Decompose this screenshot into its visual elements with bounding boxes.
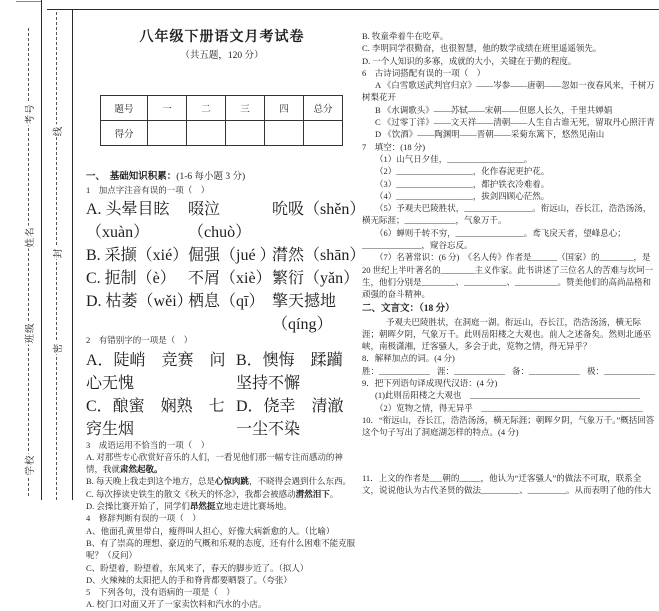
score-empty-cell xyxy=(148,121,187,146)
q2-cell: C．酿蜜 娴熟 七窍生烟 xyxy=(86,397,225,438)
q1-option-row xyxy=(86,196,366,334)
q7-stem: 7 填空：(18 分) xyxy=(362,141,426,152)
q1-cell: 擎天撼地（qíng） xyxy=(272,293,337,334)
section1-title: 基础知识积累： xyxy=(109,172,177,182)
q1-stem: 1 加点字注音有误的一项（ ） xyxy=(86,185,210,195)
q3-c-idiom: 潸然泪下 xyxy=(295,488,330,499)
field-label-name: 姓名 xyxy=(19,225,39,248)
q5-option-b: B. 牧童牵着牛在吃草。 xyxy=(362,31,449,41)
q4-option-d: D、火辣辣的太阳把人的手和脊背都要晒裂了。（夸张） xyxy=(86,574,292,585)
page-subtitle: （共五题，120 分） xyxy=(180,51,264,61)
q8-blank-ji: 极：____________ xyxy=(586,365,655,376)
q7-item-7: （7）名著常识：(6 分) 《名人传》作者是______（国家）的________，是 20 世纪上半叶著名的________主义作家。此书讲述了三位名人的苦难与坎坷一生，他们分别是________、__________、__________。赞美他们的高尚品格和顽强的奋斗精神。 xyxy=(362,252,654,300)
q2-cell: D．侥幸 清澈 一尘不染 xyxy=(236,397,360,438)
field-label-class: 班级 xyxy=(19,321,39,344)
q3-option-b xyxy=(86,475,358,487)
q3-option-a xyxy=(86,451,358,476)
q9-item-2: （2）览物之情，得无异乎 ______________________________________ xyxy=(375,402,643,413)
q7-item-6: （6）蝉则千转不穷，________________。鸢飞戾天者，望峰息心；______________，窥谷忘反。 xyxy=(362,227,626,251)
q3-a-text: A. 对那些专心欣赏好音乐的人们，一看见他们那一幅专注而感动的神情，我就 xyxy=(86,451,343,475)
score-header-cell: 一 xyxy=(148,96,187,121)
q1-cell: B. 采撷（xié） xyxy=(86,247,189,265)
q1-cell: 倔强（jué ） xyxy=(188,247,276,265)
q1-cell: A. 头晕目眩（xuàn） xyxy=(86,201,170,242)
q6-option-b: B 《水调歌头》——苏轼——宋朝——但愿人长久，千里共婵娟 xyxy=(375,104,613,115)
q3-d-idiom: 昂然挺立 xyxy=(189,501,224,512)
q5-option-d: D. 一个人知识的多寡，成就的大小，关键在于勤的程度。 xyxy=(362,55,577,66)
q9-stem: 9．把下列语句译成现代汉语：(4 分) xyxy=(362,378,498,389)
q2-cell: B．懊悔 蹂躏 坚持不懈 xyxy=(236,351,359,392)
q3-option-c xyxy=(86,488,358,500)
score-header-cell: 题号 xyxy=(101,96,148,121)
score-header-cell: 总分 xyxy=(304,96,343,121)
left-column xyxy=(86,28,366,611)
q6-option-c: C 《过零丁洋》——文天祥——清朝——人生自古谁无死，留取丹心照汗青 xyxy=(375,117,655,128)
q3-c-text: C. 每次捧读史铁生的散文《秋天的怀念》，我都会被感动 xyxy=(86,488,296,499)
score-label-cell: 得分 xyxy=(101,121,148,146)
q8-blanks-row xyxy=(362,365,655,377)
q1-cell: C. 扼制（è） xyxy=(86,270,176,288)
q1-cell: 潸然（shān） xyxy=(272,247,366,265)
q1-cell: D. 枯萎（wěi） xyxy=(86,293,193,311)
score-table-score-row xyxy=(101,121,343,146)
q8-blank-bei: 备：____________ xyxy=(511,365,580,376)
q11-stem: 11．上文的作者是___朝的_____，他认为“迁客骚人”的做法不可取，联系全文，说说他认为古代圣贤的做法_________、_________。从而表明了他的伟大 xyxy=(362,472,652,495)
score-header-cell: 四 xyxy=(265,96,304,121)
q6-stem: 6 古诗词搭配有误的一项（ ） xyxy=(362,67,486,78)
q2-option-row xyxy=(86,347,358,439)
q8-blank-sheng: 胜：____________ xyxy=(362,365,431,376)
q7-item-4: （4）__________________，拔剑四顾心茫然。 xyxy=(375,190,550,201)
score-table-header-row xyxy=(101,96,343,121)
q9-item-1: (1)此则岳阳楼之大观也 ________________________________________ xyxy=(375,390,640,401)
seal-char-feng: 封 xyxy=(47,247,67,260)
score-header-cell: 三 xyxy=(226,96,265,121)
q5-stem: 5 下列各句，没有语病的一项是（ ） xyxy=(86,587,235,598)
score-table xyxy=(100,95,343,146)
q1-cell: 繁衍（yǎn） xyxy=(272,270,360,288)
q1-cell: 栖息（qī） xyxy=(188,293,265,311)
q3-option-d xyxy=(86,500,358,512)
q3-b-text: B. 每天晚上我走到这个地方，总是 xyxy=(86,476,215,487)
section1-header xyxy=(86,171,358,184)
q4-option-a: A、他面孔黄里带白，瘦得叫人担心，好像大病新愈的人。（比喻） xyxy=(86,525,335,536)
q6-option-d: D 《饮酒》——陶渊明——晋朝——采菊东篱下，悠然见南山 xyxy=(375,129,605,140)
margin-solid-line xyxy=(41,0,42,500)
student-info-dashed-line xyxy=(28,28,29,496)
q4-stem: 4 修辞判断有误的一项（ ） xyxy=(86,513,201,524)
q4-option-c: C、盼望着，盼望着，东风来了，春天的脚步近了。（拟人） xyxy=(86,562,309,573)
content-border-line xyxy=(72,9,73,500)
score-header-cell: 二 xyxy=(187,96,226,121)
q7-item-1: （1）山气日夕佳，__________________。 xyxy=(375,153,533,164)
section1-note: (1-6 每小题 3 分) xyxy=(176,172,246,182)
score-empty-cell xyxy=(265,121,304,146)
q3-d-text: D. 会操比赛开始了，同学们 xyxy=(86,501,190,512)
q5-option-a: A. 校门口对面又开了一家卖饮料和汽水的小店。 xyxy=(86,599,267,610)
seal-char-mi: 密 xyxy=(47,342,67,355)
field-label-exam-number: 考号 xyxy=(19,102,39,125)
score-empty-cell xyxy=(304,121,343,146)
section1-number: 一、 xyxy=(86,172,101,182)
q5-option-c: C. 李明同学很勤奋，也很智慧，他的数学成绩在班里遥遥领先。 xyxy=(362,43,602,54)
q3-stem: 3 成语运用不恰当的一项（ ） xyxy=(86,439,210,450)
q3-d-tail: 地走进比赛场地。 xyxy=(223,501,292,512)
q1-cell: 吮吸（shěn） xyxy=(272,201,366,219)
q2-cell: A．陡峭 竞赛 问心无愧 xyxy=(86,351,226,392)
q3-a-idiom: 肃然起敬。 xyxy=(120,464,163,475)
q6-option-a: A 《白雪歌送武判官归京》——岑参——唐朝——忽如一夜春风来，千树万树梨花开 xyxy=(362,80,655,103)
scan-edge-mark xyxy=(16,1,42,2)
q3-c-tail: 。 xyxy=(329,488,339,499)
q2-stem: 2 有错别字的一项是（ ） xyxy=(86,335,193,346)
q4-option-b: B、有了崇高的理想、豪迈的气概和乐观的态度，还有什么困难不能克服呢？（反问） xyxy=(86,537,356,561)
classical-passage: 予观夫巴陵胜状，在洞庭一湖。衔远山，吞长江，浩浩汤汤，横无际涯；朝晖夕阴，气象万千。此则岳阳楼之大观也。前人之述备矣。然则北通巫峡，南极潇湘，迁客骚人，多会于此，览物之情，得无异乎？ xyxy=(362,316,652,352)
score-empty-cell xyxy=(226,121,265,146)
page-title: 八年级下册语文月考试卷 xyxy=(139,30,305,45)
q7-item-3: （3）__________________，都护铁衣冷难着。 xyxy=(375,178,550,189)
section2-header: 二、文言文：（18 分） xyxy=(362,303,455,314)
right-column xyxy=(362,30,655,496)
page-top-border xyxy=(47,9,659,10)
q7-item-2: （2）__________________，化作春泥更护花。 xyxy=(375,166,550,177)
q1-cell: 啜泣（chuò） xyxy=(188,201,252,242)
score-empty-cell xyxy=(187,121,226,146)
q1-cell: 不屑（xiè） xyxy=(188,270,272,288)
q3-b-tail: ，不晓得会遇到什么东西。 xyxy=(248,476,351,487)
seal-char-line: 线 xyxy=(47,125,67,138)
q3-b-idiom: 心惊肉跳 xyxy=(214,476,249,487)
q8-stem: 8．解释加点的词。(4 分) xyxy=(362,353,455,364)
q10-stem: 10．“衔远山，吞长江，浩浩汤汤，横无际涯；朝晖夕阴，气象万千。”概括回答这个句子写出了洞庭湖怎样的特点。(4 分) xyxy=(362,414,655,438)
q8-blank-ya: 涯：____________ xyxy=(436,365,505,376)
field-label-school: 学校 xyxy=(19,453,39,476)
q7-item-5: （5）予观夫巴陵胜状，________________。衔远山，吞长江，浩浩汤汤，横无际涯；____________，气象万千。 xyxy=(362,203,652,226)
